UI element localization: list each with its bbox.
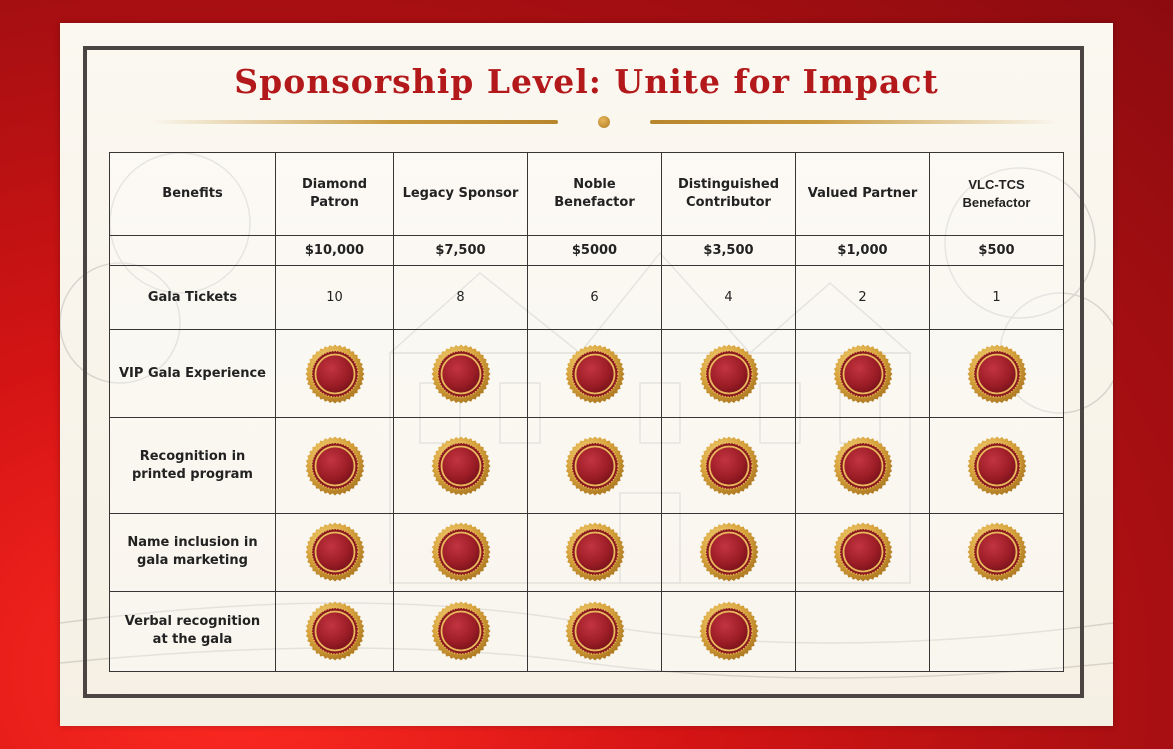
tier-name-legacy-sponsor: Legacy Sponsor: [394, 153, 528, 236]
benefit-included-cell: [276, 591, 394, 671]
ticket-count: 10: [276, 266, 394, 330]
benefit-included-cell: [394, 330, 528, 418]
benefit-included-cell: [528, 513, 662, 591]
tier-name-distinguished-contributor: Distinguished Contributor: [662, 153, 796, 236]
benefit-included-cell: [528, 330, 662, 418]
tier-price: $500: [930, 236, 1064, 266]
tier-name-valued-partner: Valued Partner: [796, 153, 930, 236]
tier-price: $5000: [528, 236, 662, 266]
benefit-included-cell: [662, 591, 796, 671]
benefit-included-cell: [930, 418, 1064, 513]
benefit-included-cell: [276, 330, 394, 418]
gold-red-seal-icon: [565, 436, 625, 496]
benefit-included-cell: [662, 513, 796, 591]
benefit-label: Recognition in printed program: [110, 418, 276, 513]
tier-price: $3,500: [662, 236, 796, 266]
benefit-row: [110, 418, 1064, 513]
gold-red-seal-icon: [833, 436, 893, 496]
tier-name-vlc-tcs-benefactor: VLC-TCS Benefactor: [930, 153, 1064, 236]
gold-red-seal-icon: [565, 522, 625, 582]
gold-red-seal-icon: [699, 436, 759, 496]
gold-red-seal-icon: [431, 601, 491, 661]
gold-red-seal-icon: [833, 344, 893, 404]
title-divider-left: [150, 120, 558, 124]
sponsorship-table: [109, 152, 1064, 672]
gold-red-seal-icon: [431, 436, 491, 496]
gold-red-seal-icon: [305, 344, 365, 404]
benefit-included-cell: [528, 418, 662, 513]
benefit-row: [110, 513, 1064, 591]
sponsorship-table-body: [110, 153, 1064, 672]
benefit-included-cell: [528, 591, 662, 671]
price-row-label: [110, 236, 276, 266]
gold-red-seal-icon: [305, 601, 365, 661]
benefit-included-cell: [796, 513, 930, 591]
benefit-included-cell: [930, 330, 1064, 418]
tier-name-noble-benefactor: Noble Benefactor: [528, 153, 662, 236]
ticket-count: 8: [394, 266, 528, 330]
benefit-label: Name inclusion in gala marketing: [110, 513, 276, 591]
benefit-included-cell: [662, 418, 796, 513]
benefit-included-cell: [930, 513, 1064, 591]
benefit-label: Gala Tickets: [110, 266, 276, 330]
benefit-included-cell: [276, 513, 394, 591]
gold-red-seal-icon: [565, 344, 625, 404]
gold-red-seal-icon: [699, 344, 759, 404]
gala-tickets-row: [110, 266, 1064, 330]
benefit-empty-cell: [930, 591, 1064, 671]
gold-red-seal-icon: [699, 601, 759, 661]
title-divider-dot: [598, 116, 610, 128]
benefit-included-cell: [394, 418, 528, 513]
ticket-count: 4: [662, 266, 796, 330]
gold-red-seal-icon: [431, 522, 491, 582]
benefit-included-cell: [394, 513, 528, 591]
benefits-corner-label: Benefits: [110, 153, 276, 236]
benefit-included-cell: [796, 418, 930, 513]
tier-price: $7,500: [394, 236, 528, 266]
price-row: [110, 236, 1064, 266]
gold-red-seal-icon: [967, 344, 1027, 404]
ticket-count: 2: [796, 266, 930, 330]
tier-price: $1,000: [796, 236, 930, 266]
gold-red-seal-icon: [565, 601, 625, 661]
tier-name-diamond-patron: Diamond Patron: [276, 153, 394, 236]
ticket-count: 1: [930, 266, 1064, 330]
tier-price: $10,000: [276, 236, 394, 266]
benefit-empty-cell: [796, 591, 930, 671]
benefit-label: VIP Gala Experience: [110, 330, 276, 418]
title-divider-right: [650, 120, 1060, 124]
tier-header-row: [110, 153, 1064, 236]
gold-red-seal-icon: [967, 522, 1027, 582]
page-title: Sponsorship Level: Unite for Impact: [234, 62, 939, 101]
benefit-row: [110, 330, 1064, 418]
benefit-included-cell: [276, 418, 394, 513]
benefit-included-cell: [394, 591, 528, 671]
benefit-row: [110, 591, 1064, 671]
ticket-count: 6: [528, 266, 662, 330]
benefit-included-cell: [662, 330, 796, 418]
benefit-included-cell: [796, 330, 930, 418]
gold-red-seal-icon: [967, 436, 1027, 496]
benefit-label: Verbal recognition at the gala: [110, 591, 276, 671]
gold-red-seal-icon: [699, 522, 759, 582]
gold-red-seal-icon: [305, 436, 365, 496]
gold-red-seal-icon: [833, 522, 893, 582]
gold-red-seal-icon: [431, 344, 491, 404]
gold-red-seal-icon: [305, 522, 365, 582]
